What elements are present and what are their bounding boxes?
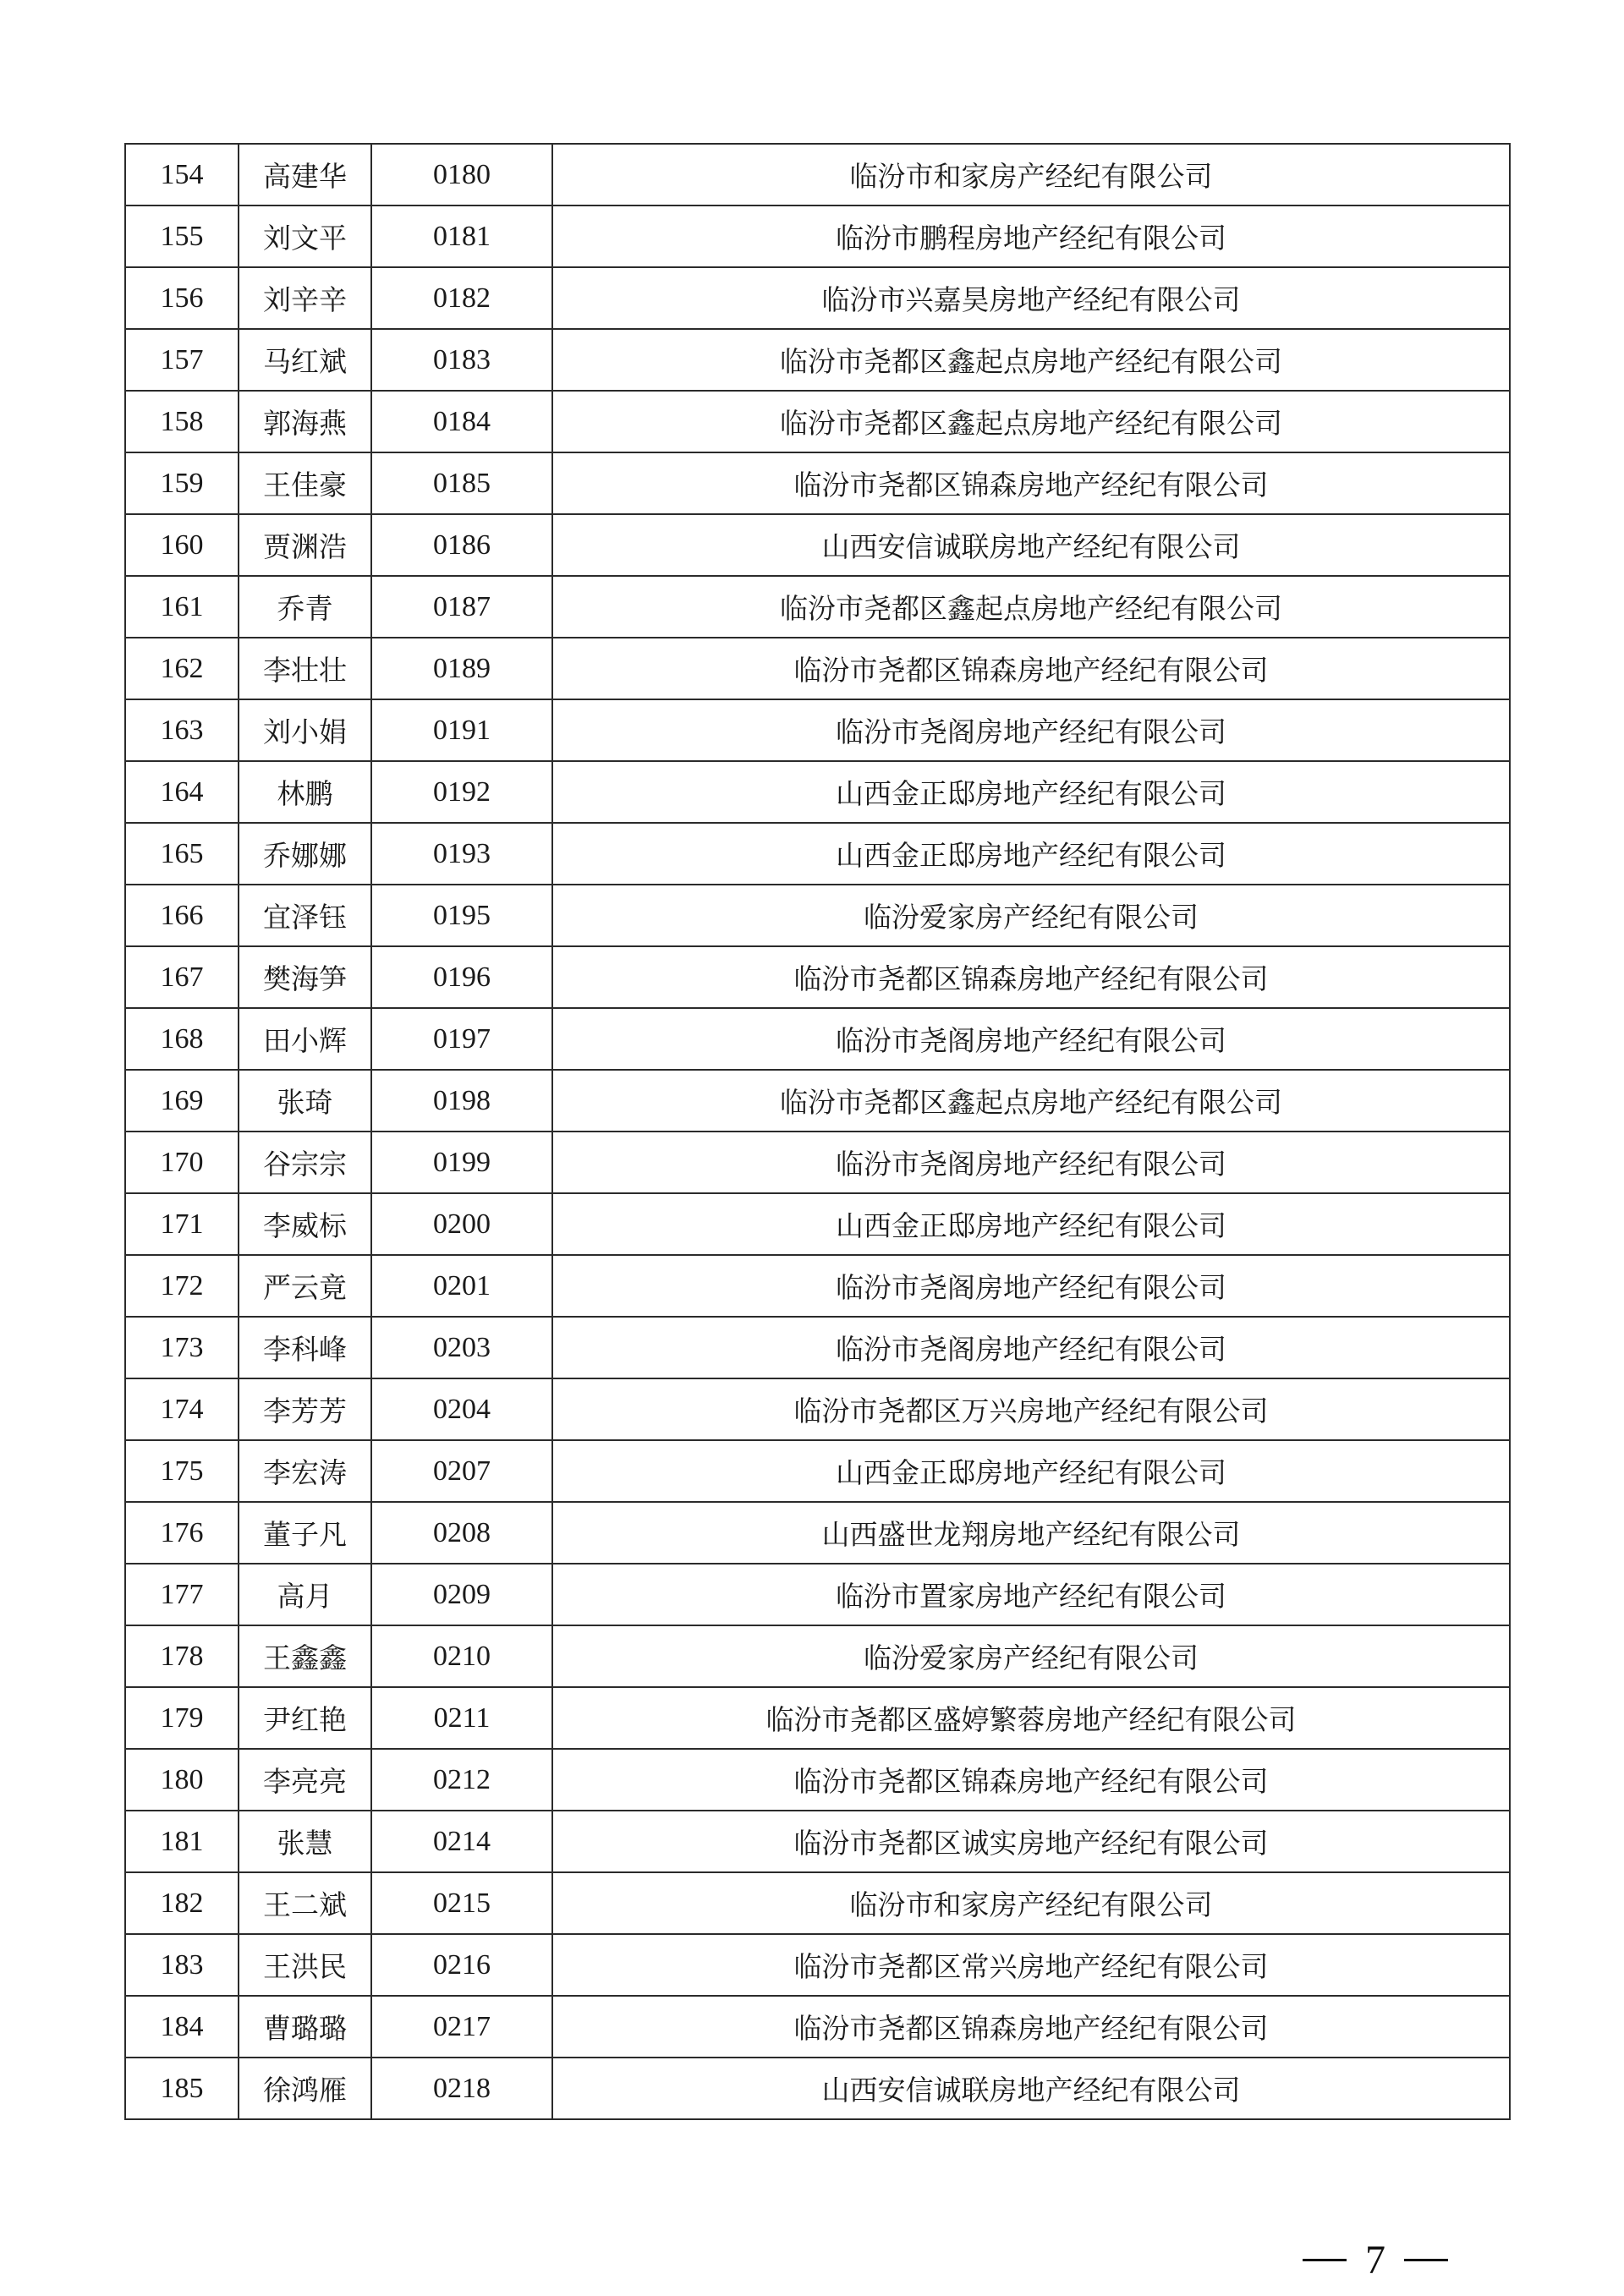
table-row [125, 761, 1510, 823]
certificate-code-cell: 0196 [371, 946, 552, 1008]
name-cell: 徐鸿雁 [239, 2058, 371, 2119]
name-cell: 李芳芳 [239, 1378, 371, 1440]
table-row [125, 1625, 1510, 1687]
company-cell: 临汾市尧都区锦森房地产经纪有限公司 [552, 1996, 1510, 2058]
table-row [125, 1132, 1510, 1193]
name-cell: 李威标 [239, 1193, 371, 1255]
table-row [125, 699, 1510, 761]
company-cell: 山西安信诚联房地产经纪有限公司 [552, 514, 1510, 576]
certificate-code-cell: 0197 [371, 1008, 552, 1070]
certificate-code-cell: 0181 [371, 205, 552, 267]
name-cell: 贾渊浩 [239, 514, 371, 576]
table-row [125, 391, 1510, 452]
name-cell: 林鹏 [239, 761, 371, 823]
row-number-cell: 163 [125, 699, 239, 761]
row-number-cell: 167 [125, 946, 239, 1008]
row-number-cell: 182 [125, 1872, 239, 1934]
name-cell: 张琦 [239, 1070, 371, 1132]
certificate-code-cell: 0217 [371, 1996, 552, 2058]
company-cell: 临汾市置家房地产经纪有限公司 [552, 1564, 1510, 1625]
name-cell: 刘文平 [239, 205, 371, 267]
company-cell: 临汾市尧都区锦森房地产经纪有限公司 [552, 1749, 1510, 1811]
row-number-cell: 160 [125, 514, 239, 576]
company-cell: 山西安信诚联房地产经纪有限公司 [552, 2058, 1510, 2119]
name-cell: 尹红艳 [239, 1687, 371, 1749]
name-cell: 李亮亮 [239, 1749, 371, 1811]
name-cell: 王佳豪 [239, 452, 371, 514]
row-number-cell: 177 [125, 1564, 239, 1625]
company-cell: 临汾市尧都区万兴房地产经纪有限公司 [552, 1378, 1510, 1440]
name-cell: 乔娜娜 [239, 823, 371, 885]
row-number-cell: 178 [125, 1625, 239, 1687]
table-row [125, 1872, 1510, 1934]
certificate-code-cell: 0193 [371, 823, 552, 885]
certificate-code-cell: 0218 [371, 2058, 552, 2119]
company-cell: 临汾市尧阁房地产经纪有限公司 [552, 1317, 1510, 1378]
company-cell: 临汾市鹏程房地产经纪有限公司 [552, 205, 1510, 267]
table-row [125, 2058, 1510, 2119]
name-cell: 宜泽钰 [239, 885, 371, 946]
table-row [125, 452, 1510, 514]
table-row [125, 1749, 1510, 1811]
row-number-cell: 185 [125, 2058, 239, 2119]
company-cell: 临汾市尧都区鑫起点房地产经纪有限公司 [552, 1070, 1510, 1132]
certificate-code-cell: 0203 [371, 1317, 552, 1378]
company-cell: 临汾市兴嘉昊房地产经纪有限公司 [552, 267, 1510, 329]
name-cell: 严云竟 [239, 1255, 371, 1317]
row-number-cell: 166 [125, 885, 239, 946]
row-number-cell: 161 [125, 576, 239, 638]
table-row [125, 1008, 1510, 1070]
row-number-cell: 155 [125, 205, 239, 267]
table-row [125, 205, 1510, 267]
certificate-code-cell: 0186 [371, 514, 552, 576]
name-cell: 王二斌 [239, 1872, 371, 1934]
row-number-cell: 180 [125, 1749, 239, 1811]
table-row [125, 946, 1510, 1008]
certificate-code-cell: 0201 [371, 1255, 552, 1317]
company-cell: 临汾市尧都区鑫起点房地产经纪有限公司 [552, 329, 1510, 391]
company-cell: 临汾市尧阁房地产经纪有限公司 [552, 1008, 1510, 1070]
table-row [125, 1502, 1510, 1564]
row-number-cell: 168 [125, 1008, 239, 1070]
name-cell: 马红斌 [239, 329, 371, 391]
table-row [125, 1440, 1510, 1502]
certificate-code-cell: 0183 [371, 329, 552, 391]
company-cell: 临汾市尧阁房地产经纪有限公司 [552, 699, 1510, 761]
row-number-cell: 171 [125, 1193, 239, 1255]
row-number-cell: 179 [125, 1687, 239, 1749]
name-cell: 乔青 [239, 576, 371, 638]
certificate-code-cell: 0209 [371, 1564, 552, 1625]
certificate-code-cell: 0212 [371, 1749, 552, 1811]
row-number-cell: 164 [125, 761, 239, 823]
table-row [125, 1317, 1510, 1378]
name-cell: 董子凡 [239, 1502, 371, 1564]
row-number-cell: 174 [125, 1378, 239, 1440]
certificate-code-cell: 0189 [371, 638, 552, 699]
company-cell: 临汾市尧都区锦森房地产经纪有限公司 [552, 452, 1510, 514]
table-row [125, 1996, 1510, 2058]
footer-dash-left [1303, 2259, 1347, 2261]
row-number-cell: 159 [125, 452, 239, 514]
row-number-cell: 162 [125, 638, 239, 699]
company-cell: 临汾市尧阁房地产经纪有限公司 [552, 1132, 1510, 1193]
name-cell: 李壮壮 [239, 638, 371, 699]
certificate-code-cell: 0208 [371, 1502, 552, 1564]
row-number-cell: 169 [125, 1070, 239, 1132]
company-cell: 山西盛世龙翔房地产经纪有限公司 [552, 1502, 1510, 1564]
name-cell: 高建华 [239, 144, 371, 205]
company-cell: 临汾市尧都区诚实房地产经纪有限公司 [552, 1811, 1510, 1872]
name-cell: 樊海笋 [239, 946, 371, 1008]
company-cell: 山西金正邸房地产经纪有限公司 [552, 823, 1510, 885]
certificate-code-cell: 0204 [371, 1378, 552, 1440]
row-number-cell: 176 [125, 1502, 239, 1564]
name-cell: 谷宗宗 [239, 1132, 371, 1193]
certificate-code-cell: 0198 [371, 1070, 552, 1132]
company-cell: 临汾爱家房产经纪有限公司 [552, 1625, 1510, 1687]
table-row [125, 885, 1510, 946]
certificate-code-cell: 0185 [371, 452, 552, 514]
company-cell: 临汾市尧都区鑫起点房地产经纪有限公司 [552, 391, 1510, 452]
company-cell: 临汾市尧都区常兴房地产经纪有限公司 [552, 1934, 1510, 1996]
table-row [125, 823, 1510, 885]
company-cell: 山西金正邸房地产经纪有限公司 [552, 1440, 1510, 1502]
name-cell: 王洪民 [239, 1934, 371, 1996]
name-cell: 刘辛辛 [239, 267, 371, 329]
table-row [125, 1193, 1510, 1255]
company-cell: 临汾爱家房产经纪有限公司 [552, 885, 1510, 946]
row-number-cell: 175 [125, 1440, 239, 1502]
row-number-cell: 172 [125, 1255, 239, 1317]
certificate-code-cell: 0210 [371, 1625, 552, 1687]
table-row [125, 514, 1510, 576]
certificate-code-cell: 0195 [371, 885, 552, 946]
footer-dash-right [1404, 2259, 1448, 2261]
company-cell: 临汾市尧都区锦森房地产经纪有限公司 [552, 638, 1510, 699]
table-row [125, 1811, 1510, 1872]
row-number-cell: 158 [125, 391, 239, 452]
table-row [125, 1687, 1510, 1749]
name-cell: 李宏涛 [239, 1440, 371, 1502]
table-row [125, 576, 1510, 638]
certificate-code-cell: 0200 [371, 1193, 552, 1255]
certificate-code-cell: 0216 [371, 1934, 552, 1996]
table-row [125, 1255, 1510, 1317]
roster-table [124, 143, 1511, 2120]
name-cell: 田小辉 [239, 1008, 371, 1070]
name-cell: 王鑫鑫 [239, 1625, 371, 1687]
table-row [125, 329, 1510, 391]
row-number-cell: 184 [125, 1996, 239, 2058]
name-cell: 李科峰 [239, 1317, 371, 1378]
name-cell: 刘小娟 [239, 699, 371, 761]
name-cell: 郭海燕 [239, 391, 371, 452]
page-number: 7 [1365, 2238, 1385, 2282]
row-number-cell: 157 [125, 329, 239, 391]
name-cell: 张慧 [239, 1811, 371, 1872]
certificate-code-cell: 0199 [371, 1132, 552, 1193]
row-number-cell: 165 [125, 823, 239, 885]
name-cell: 曹璐璐 [239, 1996, 371, 2058]
row-number-cell: 154 [125, 144, 239, 205]
company-cell: 临汾市和家房产经纪有限公司 [552, 1872, 1510, 1934]
company-cell: 临汾市尧都区锦森房地产经纪有限公司 [552, 946, 1510, 1008]
table-row [125, 1378, 1510, 1440]
row-number-cell: 181 [125, 1811, 239, 1872]
company-cell: 临汾市尧都区鑫起点房地产经纪有限公司 [552, 576, 1510, 638]
table-row [125, 638, 1510, 699]
certificate-code-cell: 0211 [371, 1687, 552, 1749]
table-row [125, 267, 1510, 329]
row-number-cell: 170 [125, 1132, 239, 1193]
certificate-code-cell: 0187 [371, 576, 552, 638]
table-row [125, 1564, 1510, 1625]
name-cell: 高月 [239, 1564, 371, 1625]
company-cell: 临汾市尧都区盛婷繁蓉房地产经纪有限公司 [552, 1687, 1510, 1749]
company-cell: 临汾市和家房产经纪有限公司 [552, 144, 1510, 205]
certificate-code-cell: 0180 [371, 144, 552, 205]
company-cell: 山西金正邸房地产经纪有限公司 [552, 761, 1510, 823]
table-row [125, 1070, 1510, 1132]
roster-table-body [125, 144, 1510, 2119]
row-number-cell: 156 [125, 267, 239, 329]
certificate-code-cell: 0214 [371, 1811, 552, 1872]
certificate-code-cell: 0184 [371, 391, 552, 452]
company-cell: 临汾市尧阁房地产经纪有限公司 [552, 1255, 1510, 1317]
table-row [125, 1934, 1510, 1996]
company-cell: 山西金正邸房地产经纪有限公司 [552, 1193, 1510, 1255]
certificate-code-cell: 0215 [371, 1872, 552, 1934]
table-row [125, 144, 1510, 205]
certificate-code-cell: 0207 [371, 1440, 552, 1502]
certificate-code-cell: 0182 [371, 267, 552, 329]
row-number-cell: 173 [125, 1317, 239, 1378]
certificate-code-cell: 0191 [371, 699, 552, 761]
page-footer [1303, 2237, 1472, 2283]
certificate-code-cell: 0192 [371, 761, 552, 823]
row-number-cell: 183 [125, 1934, 239, 1996]
